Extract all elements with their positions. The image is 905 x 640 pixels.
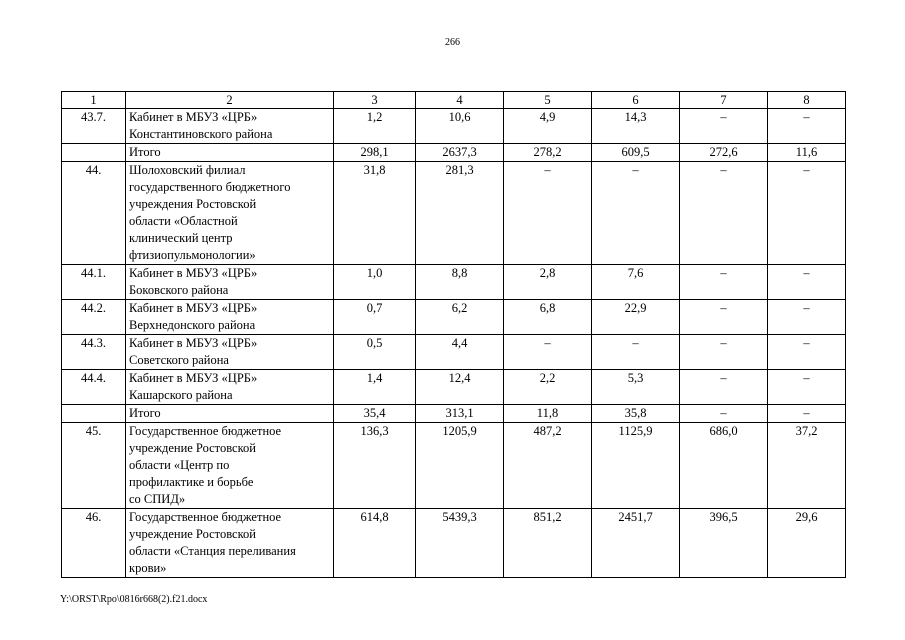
value-cell: 396,5 [680,509,768,578]
value-cell: – [680,109,768,144]
value-cell: – [504,335,592,370]
row-name-cell: Итого [126,144,334,162]
row-number-cell: 44.4. [62,370,126,405]
table-row [62,162,846,265]
value-cell: 5439,3 [416,509,504,578]
value-cell: – [680,265,768,300]
table-row [62,109,846,144]
value-cell: – [680,370,768,405]
row-name-cell: Кабинет в МБУЗ «ЦРБ» Советского района [126,335,334,370]
page-number: 266 [445,37,460,48]
value-cell: 851,2 [504,509,592,578]
value-cell: 298,1 [334,144,416,162]
row-number-cell: 44.1. [62,265,126,300]
table-row [62,370,846,405]
row-number-cell: 44.2. [62,300,126,335]
value-cell: – [680,335,768,370]
value-cell: – [592,335,680,370]
value-cell: 278,2 [504,144,592,162]
value-cell: – [768,300,846,335]
row-name-cell: Государственное бюджетное учреждение Ростовской области «Центр по профилактике и борьбе со СПИД» [126,423,334,509]
value-cell: 2451,7 [592,509,680,578]
value-cell: – [592,162,680,265]
value-cell: 609,5 [592,144,680,162]
value-cell: 1,2 [334,109,416,144]
row-name-cell: Кабинет в МБУЗ «ЦРБ» Верхнедонского района [126,300,334,335]
footer-file-path: Y:\ORST\Rpo\0816r668(2).f21.docx [60,594,208,605]
row-name-cell: Государственное бюджетное учреждение Ростовской области «Станция переливания крови» [126,509,334,578]
value-cell: 136,3 [334,423,416,509]
row-number-cell: 44.3. [62,335,126,370]
row-number-cell: 45. [62,423,126,509]
value-cell: 31,8 [334,162,416,265]
row-name-cell: Кабинет в МБУЗ «ЦРБ» Константиновского района [126,109,334,144]
value-cell: 2,2 [504,370,592,405]
row-number-cell [62,405,126,423]
value-cell: 5,3 [592,370,680,405]
value-cell: 272,6 [680,144,768,162]
row-number-cell: 46. [62,509,126,578]
value-cell: 1205,9 [416,423,504,509]
value-cell: 12,4 [416,370,504,405]
value-cell: 313,1 [416,405,504,423]
value-cell: 22,9 [592,300,680,335]
column-header: 5 [504,92,592,109]
row-name-cell: Кабинет в МБУЗ «ЦРБ» Боковского района [126,265,334,300]
value-cell: 2637,3 [416,144,504,162]
value-cell: 35,4 [334,405,416,423]
value-cell: – [680,162,768,265]
value-cell: 4,4 [416,335,504,370]
value-cell: 686,0 [680,423,768,509]
value-cell: 2,8 [504,265,592,300]
table-row [62,144,846,162]
column-header: 7 [680,92,768,109]
row-number-cell: 43.7. [62,109,126,144]
value-cell: 1,4 [334,370,416,405]
column-header: 3 [334,92,416,109]
table-row [62,300,846,335]
value-cell: 6,2 [416,300,504,335]
table-row [62,423,846,509]
value-cell: 281,3 [416,162,504,265]
row-name-cell: Шолоховский филиал государственного бюджетного учреждения Ростовской области «Областной клинический центр фтизиопульмонологии» [126,162,334,265]
row-name-cell: Итого [126,405,334,423]
value-cell: – [768,265,846,300]
value-cell: – [680,405,768,423]
value-cell: 7,6 [592,265,680,300]
column-header: 6 [592,92,680,109]
value-cell: – [768,405,846,423]
table-row [62,405,846,423]
column-header: 8 [768,92,846,109]
value-cell: 37,2 [768,423,846,509]
value-cell: 29,6 [768,509,846,578]
row-name-cell: Кабинет в МБУЗ «ЦРБ» Кашарского района [126,370,334,405]
table-row [62,265,846,300]
value-cell: 1,0 [334,265,416,300]
table-header-row [62,92,846,109]
row-number-cell: 44. [62,162,126,265]
column-header: 4 [416,92,504,109]
value-cell: 1125,9 [592,423,680,509]
table-row [62,509,846,578]
value-cell: – [680,300,768,335]
value-cell: 6,8 [504,300,592,335]
value-cell: – [768,335,846,370]
value-cell: 11,8 [504,405,592,423]
value-cell: 487,2 [504,423,592,509]
value-cell: 8,8 [416,265,504,300]
row-number-cell [62,144,126,162]
value-cell: 11,6 [768,144,846,162]
data-table [61,91,846,578]
value-cell: 35,8 [592,405,680,423]
value-cell: 614,8 [334,509,416,578]
value-cell: – [768,370,846,405]
value-cell: – [768,109,846,144]
value-cell: 0,7 [334,300,416,335]
value-cell: 14,3 [592,109,680,144]
column-header: 2 [126,92,334,109]
value-cell: – [504,162,592,265]
value-cell: – [768,162,846,265]
value-cell: 4,9 [504,109,592,144]
value-cell: 0,5 [334,335,416,370]
column-header: 1 [62,92,126,109]
table-row [62,335,846,370]
value-cell: 10,6 [416,109,504,144]
